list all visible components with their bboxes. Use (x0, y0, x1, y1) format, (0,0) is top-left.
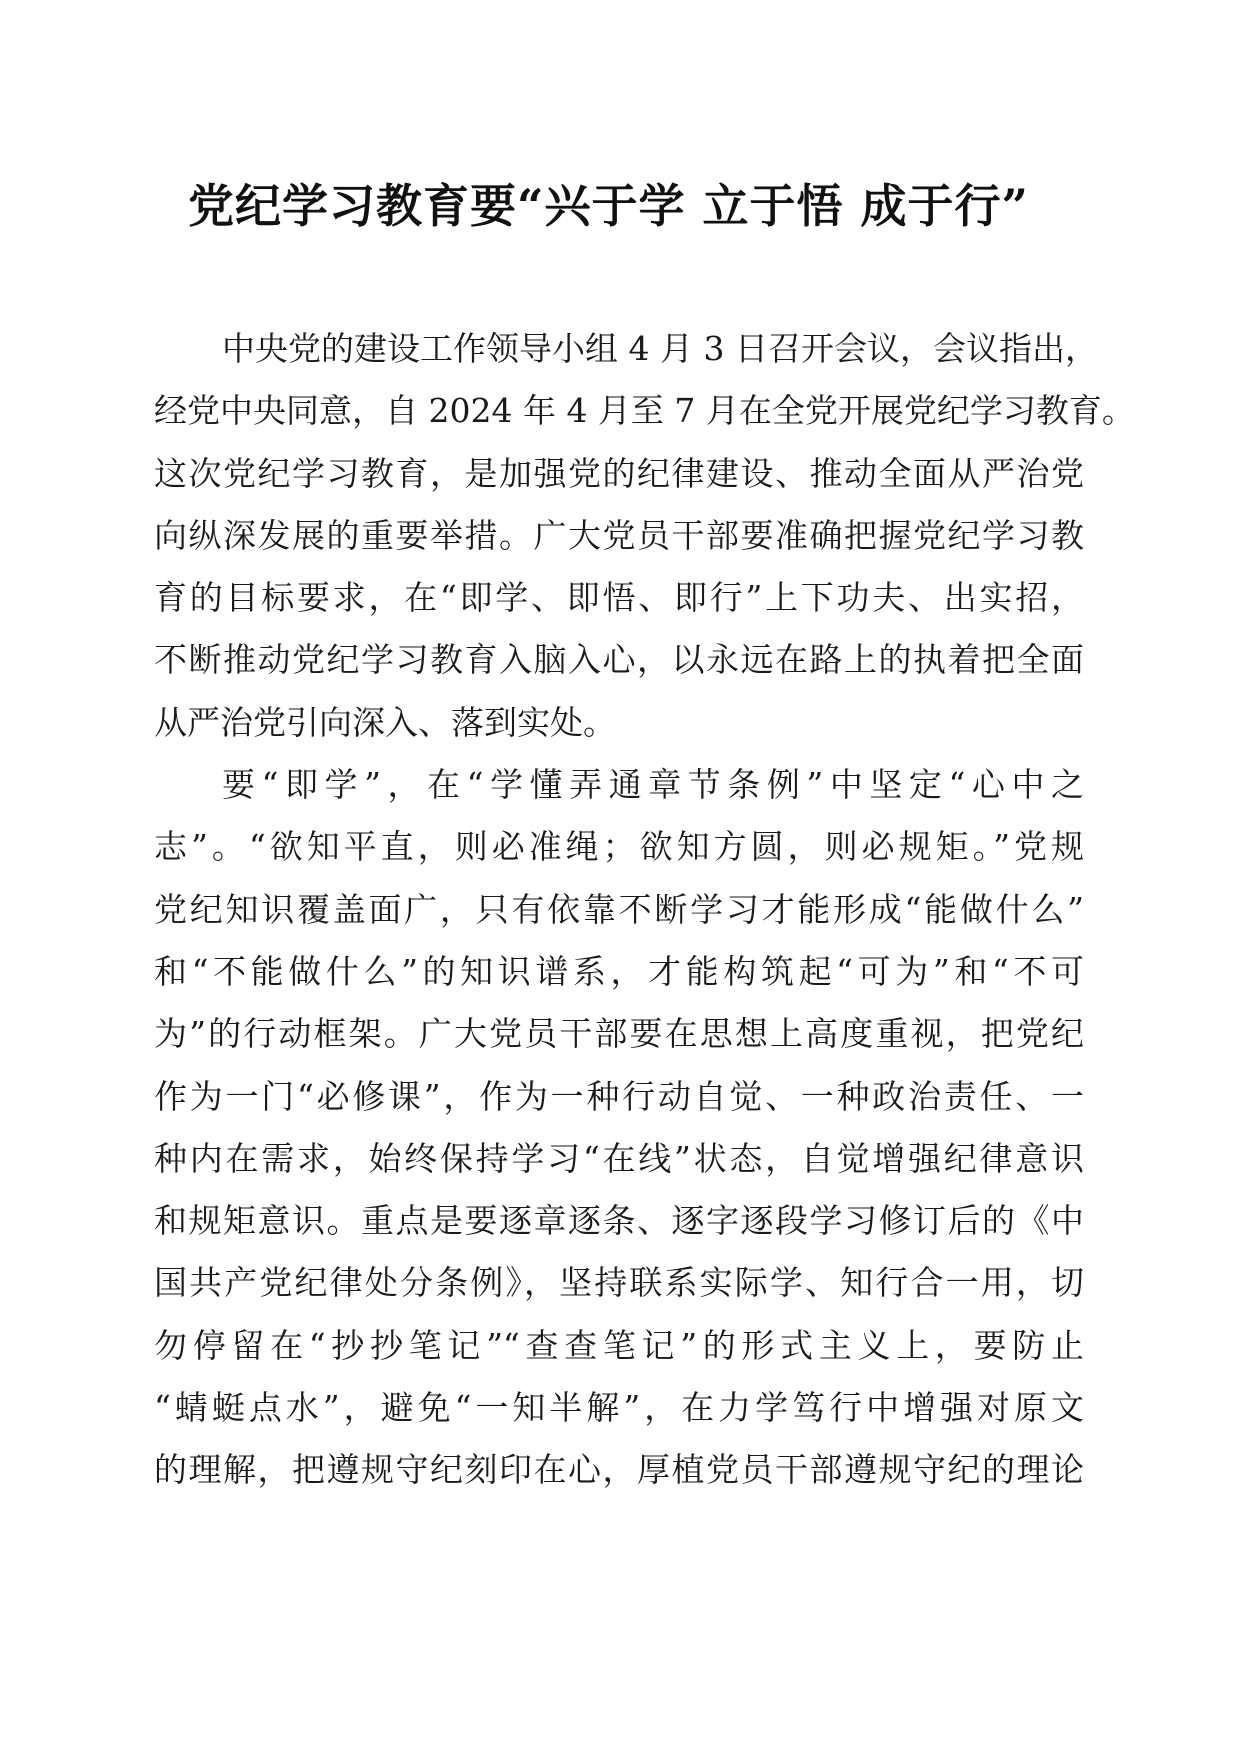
paragraph-line: 育的目标要求，在“即学、即悟、即行”上下功夫、出实招， (154, 578, 1084, 618)
paragraph-line: 向纵深发展的重要举措。广大党员干部要准确把握党纪学习教 (154, 515, 1084, 555)
paragraph-line: 为”的行动框架。广大党员干部要在思想上高度重视，把党纪 (154, 1014, 1084, 1054)
paragraph-line: “蜻蜓点水”，避免“一知半解”，在力学笃行中增强对原文 (154, 1388, 1084, 1428)
paragraph-line: 国共产党纪律处分条例》，坚持联系实际学、知行合一用，切 (154, 1263, 1084, 1303)
paragraph-line: 勿停留在“抄抄笔记”“查查笔记”的形式主义上，要防止 (154, 1325, 1084, 1365)
paragraph-2 (154, 754, 1084, 1502)
paragraph-line: 从严治党引向深入、落到实处。 (154, 702, 616, 742)
paragraph-line: 党纪知识覆盖面广，只有依靠不断学习才能形成“能做什么” (154, 889, 1084, 929)
paragraph-line: 这次党纪学习教育，是加强党的纪律建设、推动全面从严治党 (154, 453, 1084, 493)
paragraph-line: 经党中央同意，自 2024 年 4 月至 7 月在全党开展党纪学习教育。 (154, 391, 1135, 431)
paragraph-line: 的理解，把遵规守纪刻印在心，厚植党员干部遵规守纪的理论 (154, 1450, 1084, 1490)
paragraph-line: 志”。“欲知平直，则必准绳；欲知方圆，则必规矩。”党规 (154, 827, 1084, 867)
paragraph-line: 作为一门“必修课”，作为一种行动自觉、一种政治责任、一 (154, 1076, 1084, 1116)
paragraph-line: 不断推动党纪学习教育入脑入心，以永远在路上的执着把全面 (154, 640, 1084, 680)
paragraph-1 (154, 318, 1135, 754)
paragraph-line: 要“即学”，在“学懂弄通章节条例”中坚定“心中之 (222, 765, 1084, 805)
document-body (154, 318, 1135, 1502)
paragraph-line: 和规矩意识。重点是要逐章逐条、逐字逐段学习修订后的《中 (154, 1201, 1084, 1241)
paragraph-line: 种内在需求，始终保持学习“在线”状态，自觉增强纪律意识 (154, 1138, 1084, 1178)
paragraph-line: 和“不能做什么”的知识谱系，才能构筑起“可为”和“不可 (154, 951, 1084, 991)
paragraph-line: 中央党的建设工作领导小组 4 月 3 日召开会议，会议指出， (222, 329, 1098, 368)
document-title: 党纪学习教育要“兴于学 立于悟 成于行” (188, 179, 1029, 233)
